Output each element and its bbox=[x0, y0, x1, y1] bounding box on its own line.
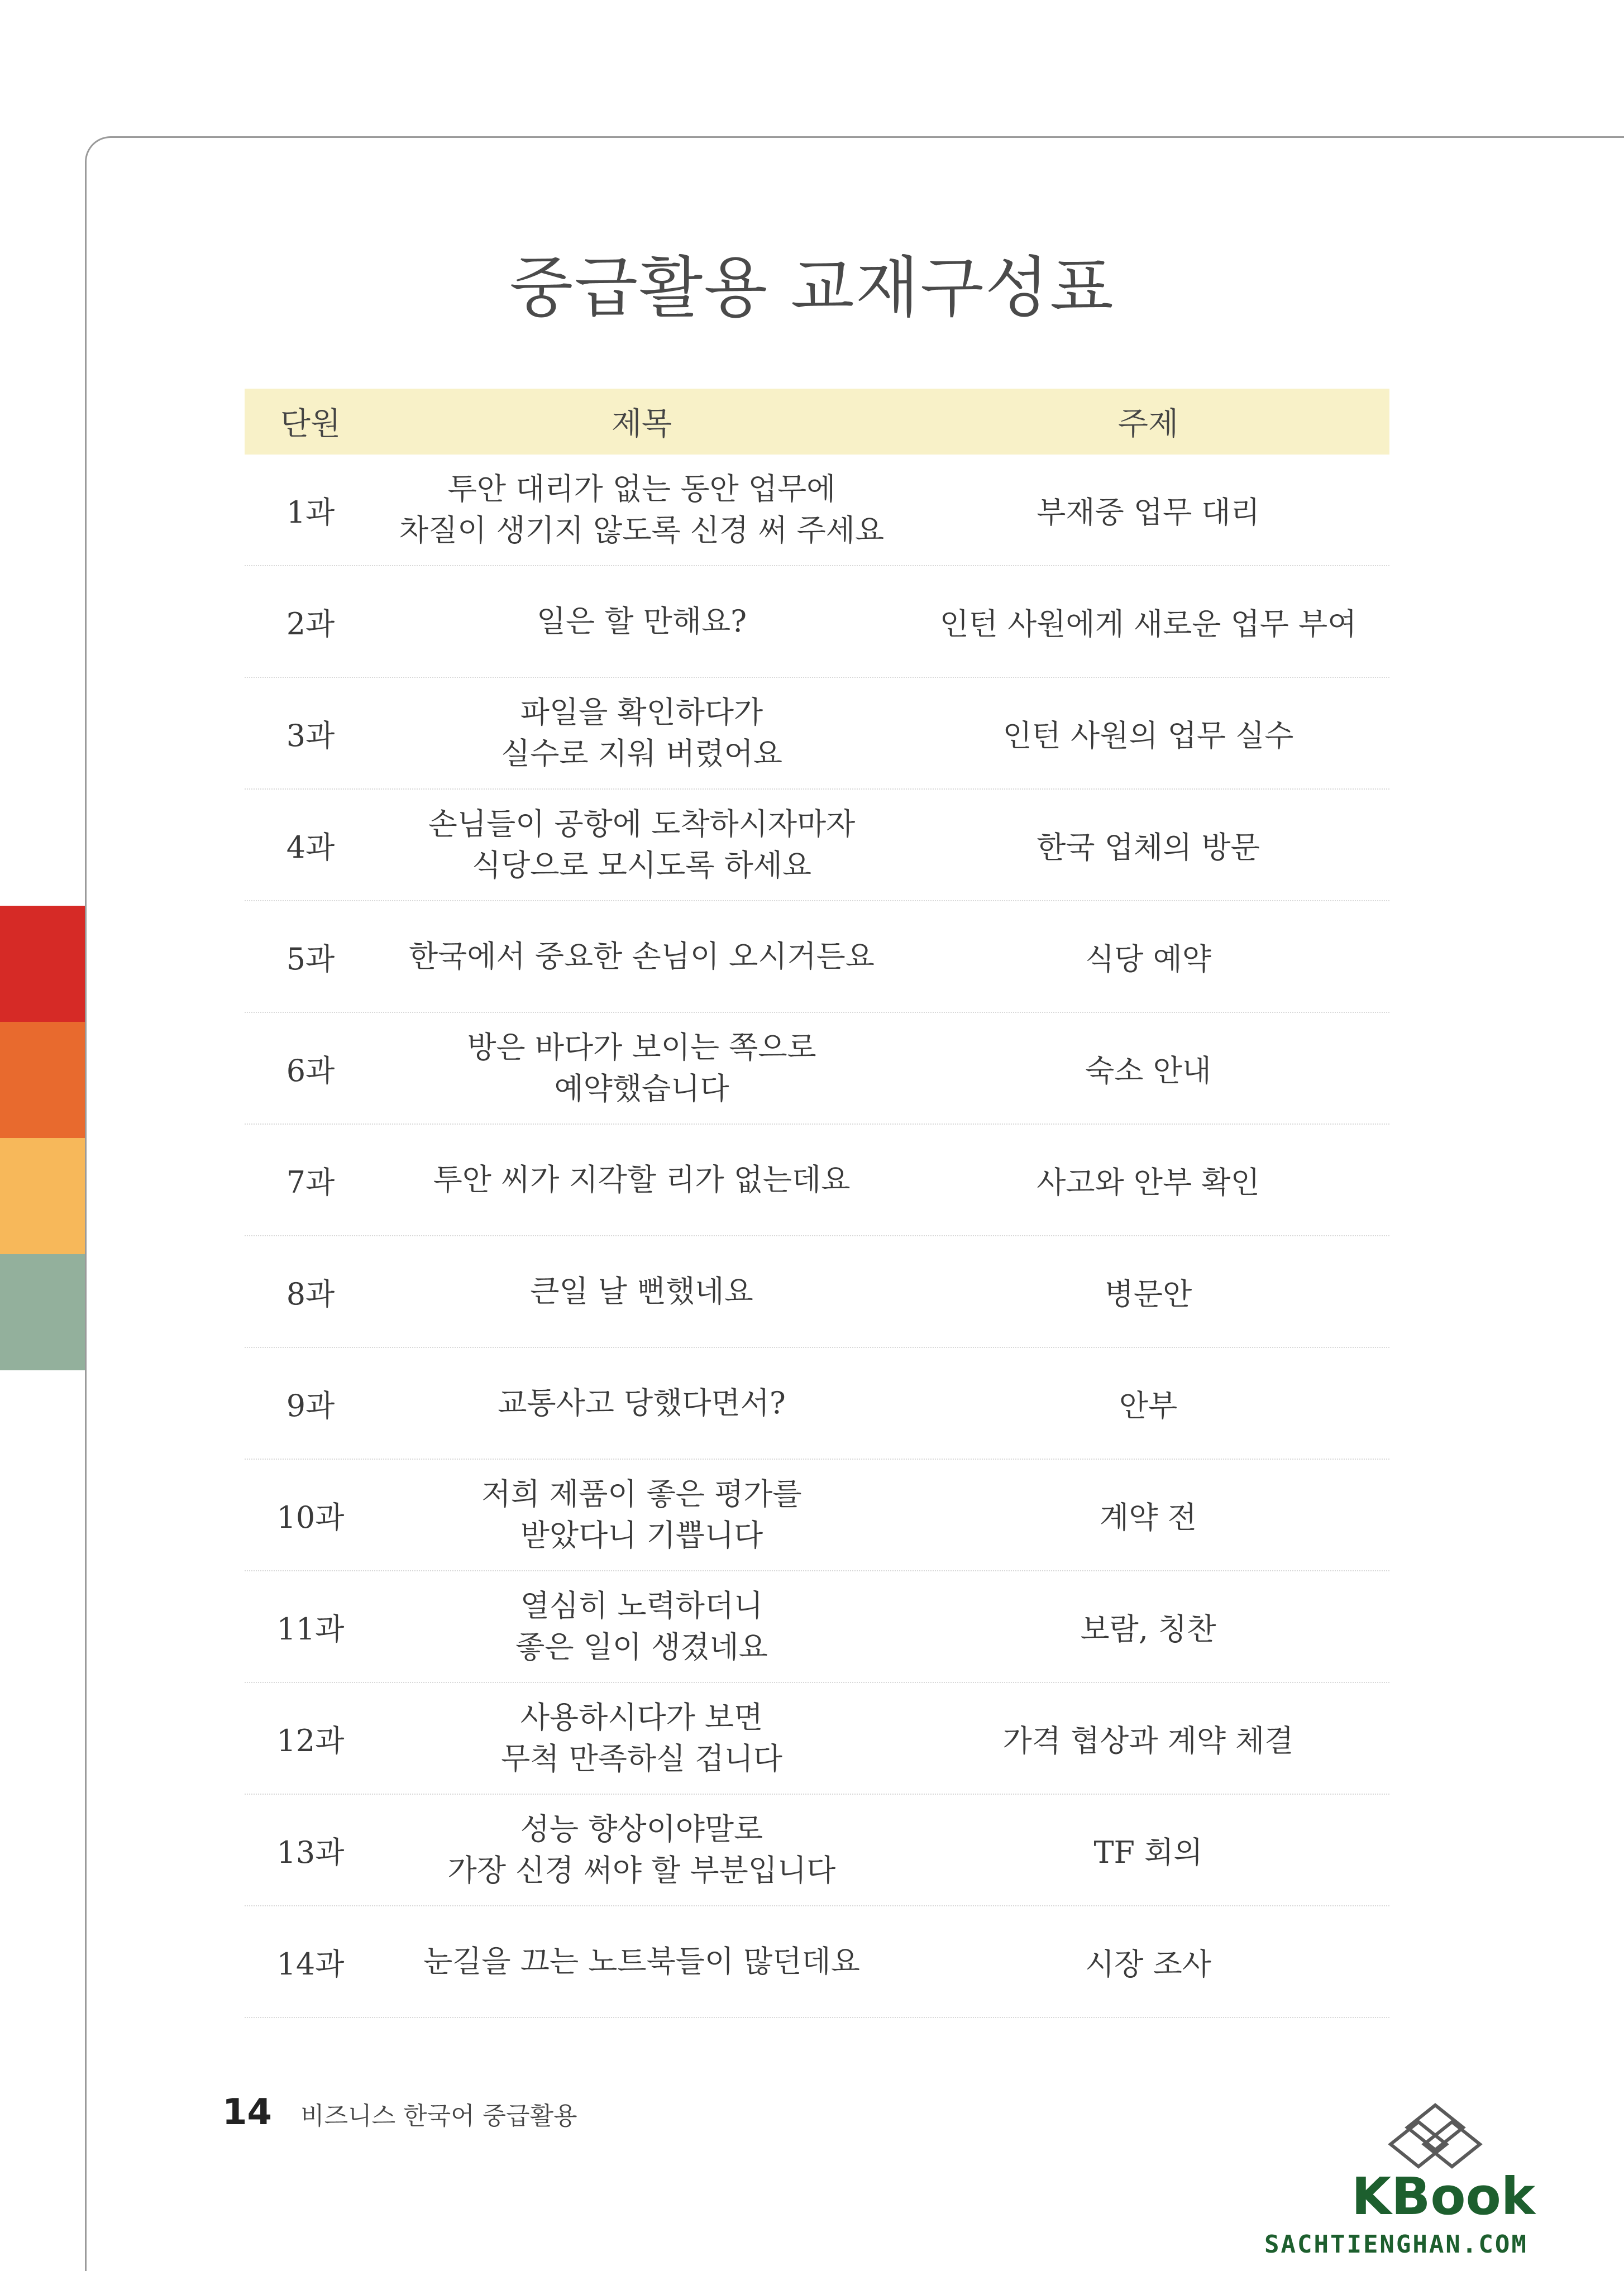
title-line-1: 한국에서 중요한 손님이 오시거든요 bbox=[409, 939, 875, 974]
unit-cell: 2과 bbox=[286, 606, 335, 642]
header-title: 제목 bbox=[611, 406, 672, 442]
unit-cell: 7과 bbox=[286, 1164, 335, 1200]
unit-cell: 4과 bbox=[286, 829, 335, 865]
topic-cell: 병문안 bbox=[1104, 1276, 1192, 1312]
unit-cell: 5과 bbox=[286, 941, 335, 977]
topic-cell: 한국 업체의 방문 bbox=[1037, 829, 1260, 865]
table-row bbox=[245, 1348, 1389, 1460]
tab-red bbox=[0, 906, 85, 1022]
title-cell bbox=[376, 1159, 907, 1201]
title-cell bbox=[376, 468, 907, 551]
unit-cell: 10과 bbox=[276, 1499, 345, 1535]
table-row bbox=[245, 1236, 1389, 1348]
topic-cell: 계약 전 bbox=[1100, 1499, 1197, 1535]
title-line-2: 받았다니 기쁩니다 bbox=[520, 1518, 763, 1553]
title-line-1: 저희 제품이 좋은 평가를 bbox=[481, 1476, 802, 1512]
title-line-1: 성능 향상이야말로 bbox=[520, 1811, 763, 1847]
logo-site: SACHTIENGHAN.COM bbox=[1264, 2230, 1528, 2259]
tab-orange bbox=[0, 1022, 85, 1138]
unit-cell: 13과 bbox=[276, 1834, 345, 1870]
tab-green bbox=[0, 1254, 85, 1370]
book-title: 비즈니스 한국어 중급활용 bbox=[300, 2102, 577, 2130]
logo-brand: KBook bbox=[1351, 2167, 1536, 2226]
title-cell bbox=[376, 1941, 907, 1982]
title-line-1: 투안 대리가 없는 동안 업무에 bbox=[447, 471, 836, 506]
unit-cell: 1과 bbox=[286, 494, 335, 530]
table-header bbox=[245, 389, 1389, 455]
topic-cell: 부재중 업무 대리 bbox=[1037, 494, 1260, 530]
title-line-1: 투안 씨가 지각할 리가 없는데요 bbox=[433, 1162, 851, 1197]
topic-cell: 인턴 사원에게 새로운 업무 부여 bbox=[939, 606, 1357, 642]
title-line-1: 파일을 확인하다가 bbox=[520, 695, 763, 730]
table-row bbox=[245, 1125, 1389, 1236]
table-row bbox=[245, 1683, 1389, 1795]
title-line-2: 무척 만족하실 겁니다 bbox=[501, 1741, 782, 1776]
title-cell bbox=[376, 1383, 907, 1424]
table-row bbox=[245, 1795, 1389, 1906]
table-row bbox=[245, 1571, 1389, 1683]
title-cell bbox=[376, 804, 907, 886]
title-cell bbox=[376, 1697, 907, 1780]
page-title: 중급활용 교재구성표 bbox=[509, 249, 1115, 326]
unit-cell: 9과 bbox=[286, 1388, 335, 1423]
table-row bbox=[245, 1013, 1389, 1125]
unit-cell: 14과 bbox=[276, 1946, 345, 1982]
unit-cell: 6과 bbox=[286, 1053, 335, 1088]
unit-cell: 8과 bbox=[286, 1276, 335, 1312]
color-tabs bbox=[0, 906, 85, 1370]
title-cell bbox=[376, 1585, 907, 1668]
title-cell bbox=[376, 692, 907, 774]
title-line-2: 좋은 일이 생겼네요 bbox=[515, 1629, 768, 1665]
unit-cell: 3과 bbox=[286, 718, 335, 753]
header-topic: 주제 bbox=[1117, 406, 1179, 442]
topic-cell: 사고와 안부 확인 bbox=[1037, 1164, 1260, 1200]
table-row bbox=[245, 455, 1389, 566]
topic-cell: 인턴 사원의 업무 실수 bbox=[1002, 718, 1294, 753]
title-cell bbox=[376, 1474, 907, 1556]
title-line-1: 눈길을 끄는 노트북들이 많던데요 bbox=[423, 1944, 860, 1979]
header-unit: 단원 bbox=[280, 406, 341, 442]
title-cell bbox=[376, 1027, 907, 1110]
table-row bbox=[245, 678, 1389, 790]
table-row bbox=[245, 566, 1389, 678]
topic-cell: 보람, 칭찬 bbox=[1080, 1611, 1216, 1647]
table-row bbox=[245, 790, 1389, 901]
title-line-2: 식당으로 모시도록 하세요 bbox=[471, 848, 812, 883]
title-line-1: 큰일 날 뻔했네요 bbox=[530, 1274, 753, 1309]
unit-cell: 12과 bbox=[276, 1723, 345, 1758]
title-cell bbox=[376, 601, 907, 642]
title-line-2: 실수로 지워 버렸어요 bbox=[501, 736, 782, 771]
footer bbox=[222, 2092, 577, 2133]
topic-cell: 시장 조사 bbox=[1085, 1946, 1211, 1982]
topic-cell: 숙소 안내 bbox=[1085, 1053, 1211, 1088]
topic-cell: 안부 bbox=[1119, 1388, 1178, 1423]
title-line-1: 사용하시다가 보면 bbox=[520, 1700, 763, 1735]
unit-cell: 11과 bbox=[276, 1611, 345, 1647]
title-line-1: 방은 바다가 보이는 쪽으로 bbox=[467, 1030, 816, 1065]
title-line-2: 예약했습니다 bbox=[554, 1071, 729, 1106]
title-cell bbox=[376, 1271, 907, 1312]
table-row bbox=[245, 1460, 1389, 1571]
title-line-2: 가장 신경 써야 할 부분입니다 bbox=[447, 1853, 836, 1888]
title-line-1: 교통사고 당했다면서? bbox=[498, 1385, 786, 1421]
tab-yellow bbox=[0, 1138, 85, 1254]
curriculum-table bbox=[245, 389, 1389, 2018]
page-number: 14 bbox=[222, 2092, 273, 2133]
title-line-1: 열심히 노력하더니 bbox=[520, 1588, 763, 1623]
title-line-2: 차질이 생기지 않도록 신경 써 주세요 bbox=[399, 513, 885, 548]
topic-cell: 식당 예약 bbox=[1085, 941, 1211, 977]
table-row bbox=[245, 1906, 1389, 2018]
topic-cell: 가격 협상과 계약 체결 bbox=[1002, 1723, 1294, 1758]
title-line-1: 손님들이 공항에 도착하시자마자 bbox=[428, 806, 856, 842]
title-line-1: 일은 할 만해요? bbox=[536, 604, 747, 639]
table-row bbox=[245, 901, 1389, 1013]
title-cell bbox=[376, 936, 907, 977]
topic-cell: TF 회의 bbox=[1093, 1834, 1203, 1870]
title-cell bbox=[376, 1809, 907, 1891]
